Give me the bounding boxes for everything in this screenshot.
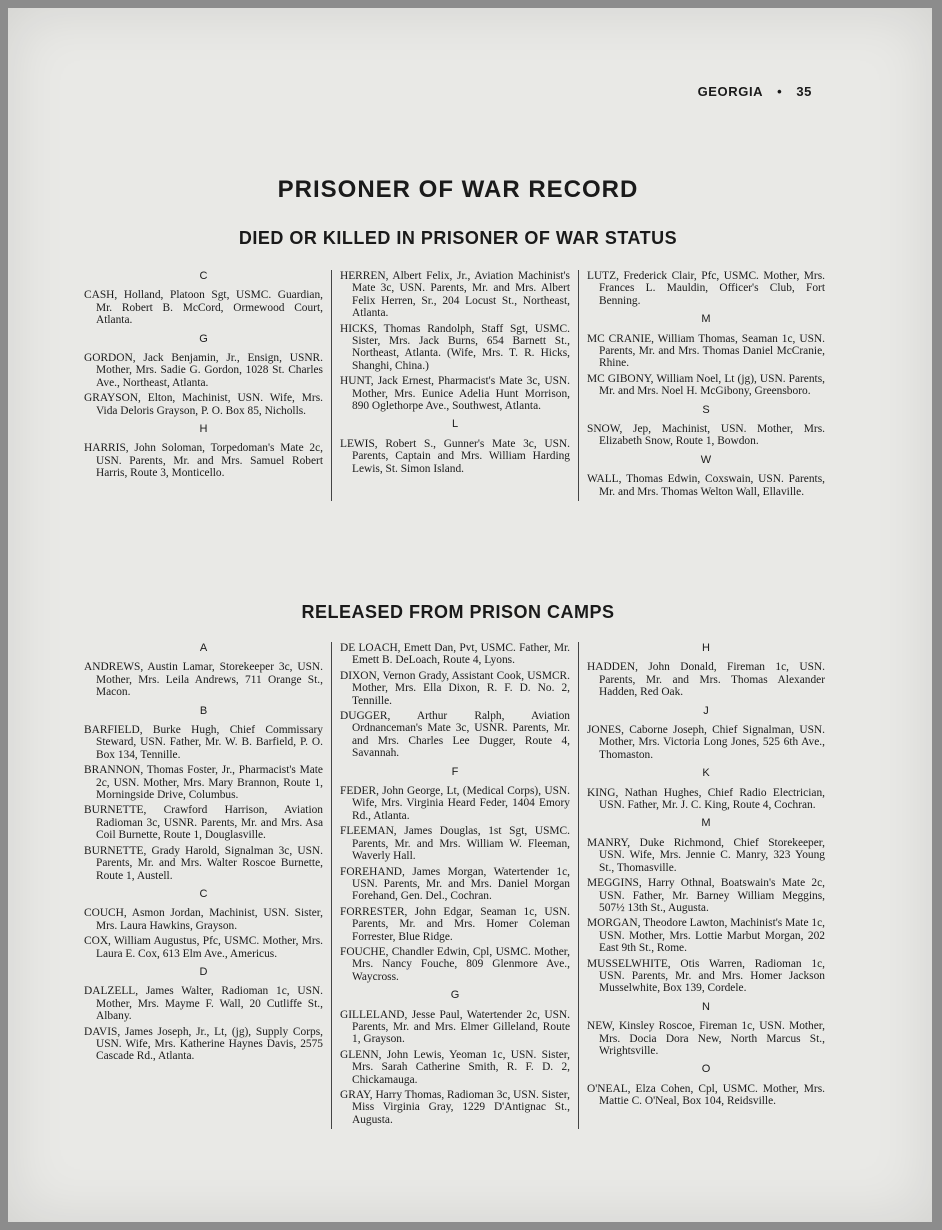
alphabet-heading: L — [451, 418, 459, 431]
record-entry: FLEEMAN, James Douglas, 1st Sgt, USMC. Parents, Mr. and Mrs. William W. Fleeman, Waverly Hall. — [340, 825, 570, 863]
text-column — [331, 270, 578, 501]
alphabet-heading: H — [199, 423, 208, 436]
record-entry: HADDEN, John Donald, Fireman 1c, USN. Parents, Mr. and Mrs. Thomas Alexander Hadden, Red Oak. — [587, 661, 825, 699]
record-entry: HICKS, Thomas Randolph, Staff Sgt, USMC. Sister, Mrs. Jack Burns, 654 Barnett St., Northeast, Atlanta. (Wife, Mrs. T. R. Hicks, Shanghi, China.) — [340, 322, 570, 372]
record-entry: MC GIBONY, William Noel, Lt (jg), USN. Parents, Mr. and Mrs. Noel H. McGibony, Greensboro. — [587, 372, 825, 398]
alphabet-heading: M — [701, 313, 711, 326]
record-entry: MEGGINS, Harry Othnal, Boatswain's Mate 2c, USN. Father, Mr. Barney William Meggins, 507½ 13th St., Augusta. — [587, 877, 825, 914]
record-entry: GORDON, Jack Benjamin, Jr., Ensign, USNR. Mother, Mrs. Sadie G. Gordon, 1028 St. Charles Ave., Northeast, Atlanta. — [84, 352, 323, 389]
record-entry: BARFIELD, Burke Hugh, Chief Commissary Steward, USN. Father, Mr. W. B. Barfield, P. O. Box 134, Tennille. — [84, 724, 323, 761]
record-entry: FOREHAND, James Morgan, Watertender 1c, USN. Parents, Mr. and Mrs. Daniel Morgan Forehand, Gen. Del., Cochran. — [340, 865, 570, 903]
record-entry: ANDREWS, Austin Lamar, Storekeeper 3c, USN. Mother, Mrs. Leila Andrews, 711 Orange St., Macon. — [84, 661, 323, 699]
record-entry: HERREN, Albert Felix, Jr., Aviation Machinist's Mate 3c, USN. Parents, Mr. and Mrs. Albert Felix Herren, Sr., 204 Locust St., Northeast, Atlanta. — [340, 270, 570, 320]
record-entry: MANRY, Duke Richmond, Chief Storekeeper, USN. Wife, Mrs. Jennie C. Manry, 323 Young St., Thomasville. — [587, 836, 825, 874]
section-died-title: DIED OR KILLED IN PRISONER OF WAR STATUS — [238, 228, 678, 248]
record-entry: LEWIS, Robert S., Gunner's Mate 3c, USN. Parents, Captain and Mrs. William Harding Lewis, St. Simon Island. — [340, 437, 570, 475]
text-column — [578, 642, 825, 1129]
record-entry: FEDER, John George, Lt, (Medical Corps), USN. Wife, Mrs. Virginia Heard Feder, 1404 Emory Rd., Atlanta. — [340, 785, 570, 822]
record-entry: O'NEAL, Elza Cohen, Cpl, USMC. Mother, Mrs. Mattie C. O'Neal, Box 104, Reidsville. — [587, 1082, 825, 1108]
record-entry: KING, Nathan Hughes, Chief Radio Electrician, USN. Father, Mr. J. C. King, Route 4, Cochran. — [587, 786, 825, 812]
alphabet-heading: B — [199, 704, 208, 717]
record-entry: GRAY, Harry Thomas, Radioman 3c, USN. Sister, Miss Virginia Gray, 1229 D'Antignac St., Augusta. — [340, 1089, 570, 1126]
alphabet-heading: K — [702, 767, 710, 780]
record-entry: MORGAN, Theodore Lawton, Machinist's Mate 1c, USN. Mother, Mrs. Lottie Marbut Morgan, 202 East 9th St., Rome. — [587, 917, 825, 955]
alphabet-heading: F — [451, 765, 459, 778]
alphabet-heading: A — [199, 642, 208, 654]
record-entry: MC CRANIE, William Thomas, Seaman 1c, USN. Parents, Mr. and Mrs. Thomas Daniel McCranie, Rhine. — [587, 332, 825, 370]
record-entry: HARRIS, John Soloman, Torpedoman's Mate 2c, USN. Parents, Mr. and Mrs. Samuel Robert Harris, Route 3, Monticello. — [84, 442, 323, 480]
record-entry: BURNETTE, Grady Harold, Signalman 3c, USN. Parents, Mr. and Mrs. Walter Roscoe Burnette, Route 1, Austell. — [84, 844, 323, 882]
header-state: GEORGIA — [697, 84, 764, 99]
record-entry: DALZELL, James Walter, Radioman 1c, USN. Mother, Mrs. Mayme F. Wall, 20 Cutliffe St., Albany. — [84, 985, 323, 1023]
record-entry: CASH, Holland, Platoon Sgt, USMC. Guardian, Mr. Robert B. McCord, Ormewood Court, Atlanta. — [84, 289, 323, 327]
record-entry: DAVIS, James Joseph, Jr., Lt, (jg), Supply Corps, USN. Wife, Mrs. Katherine Haynes Davis, 2575 Cascade Rd., Atlanta. — [84, 1025, 323, 1063]
alphabet-heading: S — [702, 403, 710, 416]
record-entry: JONES, Caborne Joseph, Chief Signalman, USN. Mother, Mrs. Victoria Long Jones, 525 6th Ave., Thomaston. — [587, 724, 825, 761]
record-entry: FORRESTER, John Edgar, Seaman 1c, USN. Parents, Mr. and Mrs. Homer Coleman Forrester, Blue Ridge. — [340, 905, 570, 943]
alphabet-heading: J — [703, 704, 709, 717]
text-column — [578, 270, 825, 501]
alphabet-heading: G — [199, 332, 208, 345]
record-entry: FOUCHE, Chandler Edwin, Cpl, USMC. Mother, Mrs. Nancy Fouche, 809 Glenmore Ave., Waycross. — [340, 945, 570, 983]
record-entry: BRANNON, Thomas Foster, Jr., Pharmacist's Mate 2c, USN. Mother, Mrs. Mary Brannon, Route 1, Morningside Drive, Columbus. — [84, 764, 323, 802]
alphabet-heading: M — [701, 817, 711, 830]
page-title: PRISONER OF WAR RECORD — [277, 176, 639, 203]
record-entry: GILLELAND, Jesse Paul, Watertender 2c, USN. Parents, Mr. and Mrs. Elmer Gilleland, Route 1, Grayson. — [340, 1008, 570, 1046]
record-entry: COX, William Augustus, Pfc, USMC. Mother, Mrs. Laura E. Cox, 613 Elm Ave., Americus. — [84, 935, 323, 960]
record-entry: DUGGER, Arthur Ralph, Aviation Ordnanceman's Mate 3c, USNR. Parents, Mr. and Mrs. Charles Lee Dugger, Route 4, Savannah. — [340, 710, 570, 760]
alphabet-heading: D — [199, 965, 208, 978]
text-column — [84, 642, 331, 1129]
alphabet-heading: N — [702, 1000, 710, 1013]
alphabet-heading: C — [199, 270, 208, 282]
alphabet-heading: C — [199, 887, 208, 900]
record-entry: HUNT, Jack Ernest, Pharmacist's Mate 3c, USN. Mother, Mrs. Eunice Adelia Hunt Morrison, 890 Oglethorpe Ave., Southwest, Atlanta. — [340, 375, 570, 413]
record-entry: DE LOACH, Emett Dan, Pvt, USMC. Father, Mr. Emett B. DeLoach, Route 4, Lyons. — [340, 642, 570, 667]
alphabet-heading: O — [701, 1063, 711, 1076]
text-column — [84, 270, 331, 501]
record-entry: WALL, Thomas Edwin, Coxswain, USN. Parents, Mr. and Mrs. Thomas Welton Wall, Ellaville. — [587, 473, 825, 498]
page-number: 35 — [796, 84, 812, 99]
record-entry: DIXON, Vernon Grady, Assistant Cook, USMCR. Mother, Mrs. Ella Dixon, R. F. D. No. 2, Tennille. — [340, 669, 570, 707]
section-released-title: RELEASED FROM PRISON CAMPS — [301, 602, 615, 622]
alphabet-heading: H — [702, 642, 710, 654]
text-column — [331, 642, 578, 1129]
section-died-columns — [84, 270, 826, 501]
record-entry: GRAYSON, Elton, Machinist, USN. Wife, Mrs. Vida Deloris Grayson, P. O. Box 85, Nicholls. — [84, 392, 323, 417]
document-page — [8, 8, 932, 1222]
record-entry: COUCH, Asmon Jordan, Machinist, USN. Sister, Mrs. Laura Hawkins, Grayson. — [84, 907, 323, 932]
record-entry: NEW, Kinsley Roscoe, Fireman 1c, USN. Mother, Mrs. Docia Dora New, North Marcus St., Wrightsville. — [587, 1020, 825, 1057]
running-header — [698, 84, 812, 99]
record-entry: BURNETTE, Crawford Harrison, Aviation Radioman 3c, USNR. Parents, Mr. and Mrs. Asa Coil Burnette, Route 1, Douglasville. — [84, 804, 323, 842]
record-entry: MUSSELWHITE, Otis Warren, Radioman 1c, USN. Parents, Mr. and Mrs. Homer Jackson Musselwhite, Box 139, Cordele. — [587, 957, 825, 995]
section-released-columns — [84, 642, 826, 1129]
header-separator: • — [777, 84, 783, 99]
record-entry: LUTZ, Frederick Clair, Pfc, USMC. Mother, Mrs. Frances L. Mauldin, Officer's Club, Fort Benning. — [587, 270, 825, 307]
record-entry: SNOW, Jep, Machinist, USN. Mother, Mrs. Elizabeth Snow, Route 1, Bowdon. — [587, 423, 825, 448]
alphabet-heading: G — [450, 989, 460, 1002]
alphabet-heading: W — [700, 453, 712, 466]
record-entry: GLENN, John Lewis, Yeoman 1c, USN. Sister, Mrs. Sarah Catherine Smith, R. F. D. 2, Chickamauga. — [340, 1048, 570, 1086]
